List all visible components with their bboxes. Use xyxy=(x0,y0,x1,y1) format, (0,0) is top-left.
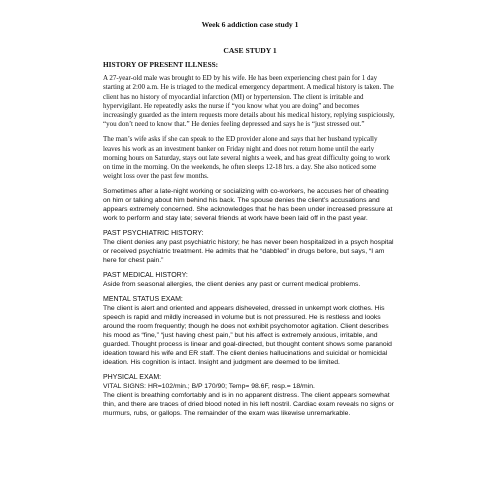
hpi-paragraph-1: A 27-year-old male was brought to ED by his wife. He has been experiencing chest pain for 1 day starting at 2:00 a.m. He is triaged to the medical emergency department. A medical history is taken. The client has no history of myocardial infarction (MI) or hypertension. The client is irritable and hypervigilant. He repeatedly asks the nurse if “you know what you are doing” and becomes increasingly guarded as the intern requests more details about his medical history, replying suspiciously, “you don’t need to know that.” He denies feeling depressed and says he is “just stressed out.” xyxy=(103,74,395,129)
physical-exam-text: The client is breathing comfortably and is in no apparent distress. The client appears somewhat thin, and there are traces of dried blood noted in his left nostril. Cardiac exam reveals no signs or murmurs, rubs, or gallops. The remainder of the exam was likewise unremarkable. xyxy=(103,392,394,418)
vital-signs-line: VITAL SIGNS: HR=102/min.; B/P 170/90; Temp= 98.6F, resp.= 18/min. xyxy=(103,383,315,391)
mental-status-text: The client is alert and oriented and appears disheveled, dressed in unkempt work clothes. His speech is rapid and mildly increased in volume but is not pressured. He is restless and looks around the room frequently; though he does not exhibit psychomotor agitation. Client describes his mood as “fine,” “just having chest pain,” but his affect is extremely anxious, irritable, and guarded. Thought process is linear and goal-directed, but thought content shows some paranoid ideation toward his wife and ER staff. The client denies hallucinations and suicidal or homicidal ideation. His cognition is intact. Insight and judgment are deemed to be limited. xyxy=(103,305,392,367)
physical-exam-section xyxy=(103,373,395,418)
hpi-paragraph-3: Sometimes after a late-night working or socializing with co-workers, he accuses her of cheating on him or talking about him behind his back. The spouse denies the client’s accusations and appears extremely concerned. She acknowledges that he has been under increased pressure at work to perform and stay late; several friends at work have been laid off in the past year. xyxy=(103,188,393,223)
psychiatric-history-heading: PAST PSYCHIATRIC HISTORY: xyxy=(103,230,204,238)
medical-history-section xyxy=(103,271,395,289)
medical-history-text: Aside from seasonal allergies, the client denies any past or current medical problems. xyxy=(103,281,361,289)
mental-status-heading: MENTAL STATUS EXAM: xyxy=(103,296,183,304)
case-title: CASE STUDY 1 xyxy=(223,46,277,55)
mental-status-section xyxy=(103,295,395,367)
psychiatric-history-text: The client denies any past psychiatric history; he has never been hospitalized in a psych hospital or received psychiatric treatment. He admits that he “dabbled” in drugs before, but says, “I am here for chest pain.” xyxy=(103,239,394,265)
physical-exam-heading: PHYSICAL EXAM: xyxy=(103,374,162,382)
hpi-paragraph-2: The man’s wife asks if she can speak to the ED provider alone and says that her husband typically leaves his work as an investment banker on Friday night and does not return home until the early morning hours on Saturday, stays out late several nights a week, and has great difficulty going to work on time in the morning. On the weekends, he often sleeps 12-18 hrs. a day. She also noticed some weight loss over the past few months. xyxy=(103,135,390,181)
psychiatric-history-section xyxy=(103,229,395,265)
document-header: Week 6 addiction case study 1 xyxy=(201,20,299,29)
medical-history-heading: PAST MEDICAL HISTORY: xyxy=(103,272,188,280)
document-body xyxy=(103,60,395,424)
hpi-heading: HISTORY OF PRESENT ILLNESS: xyxy=(103,60,219,69)
